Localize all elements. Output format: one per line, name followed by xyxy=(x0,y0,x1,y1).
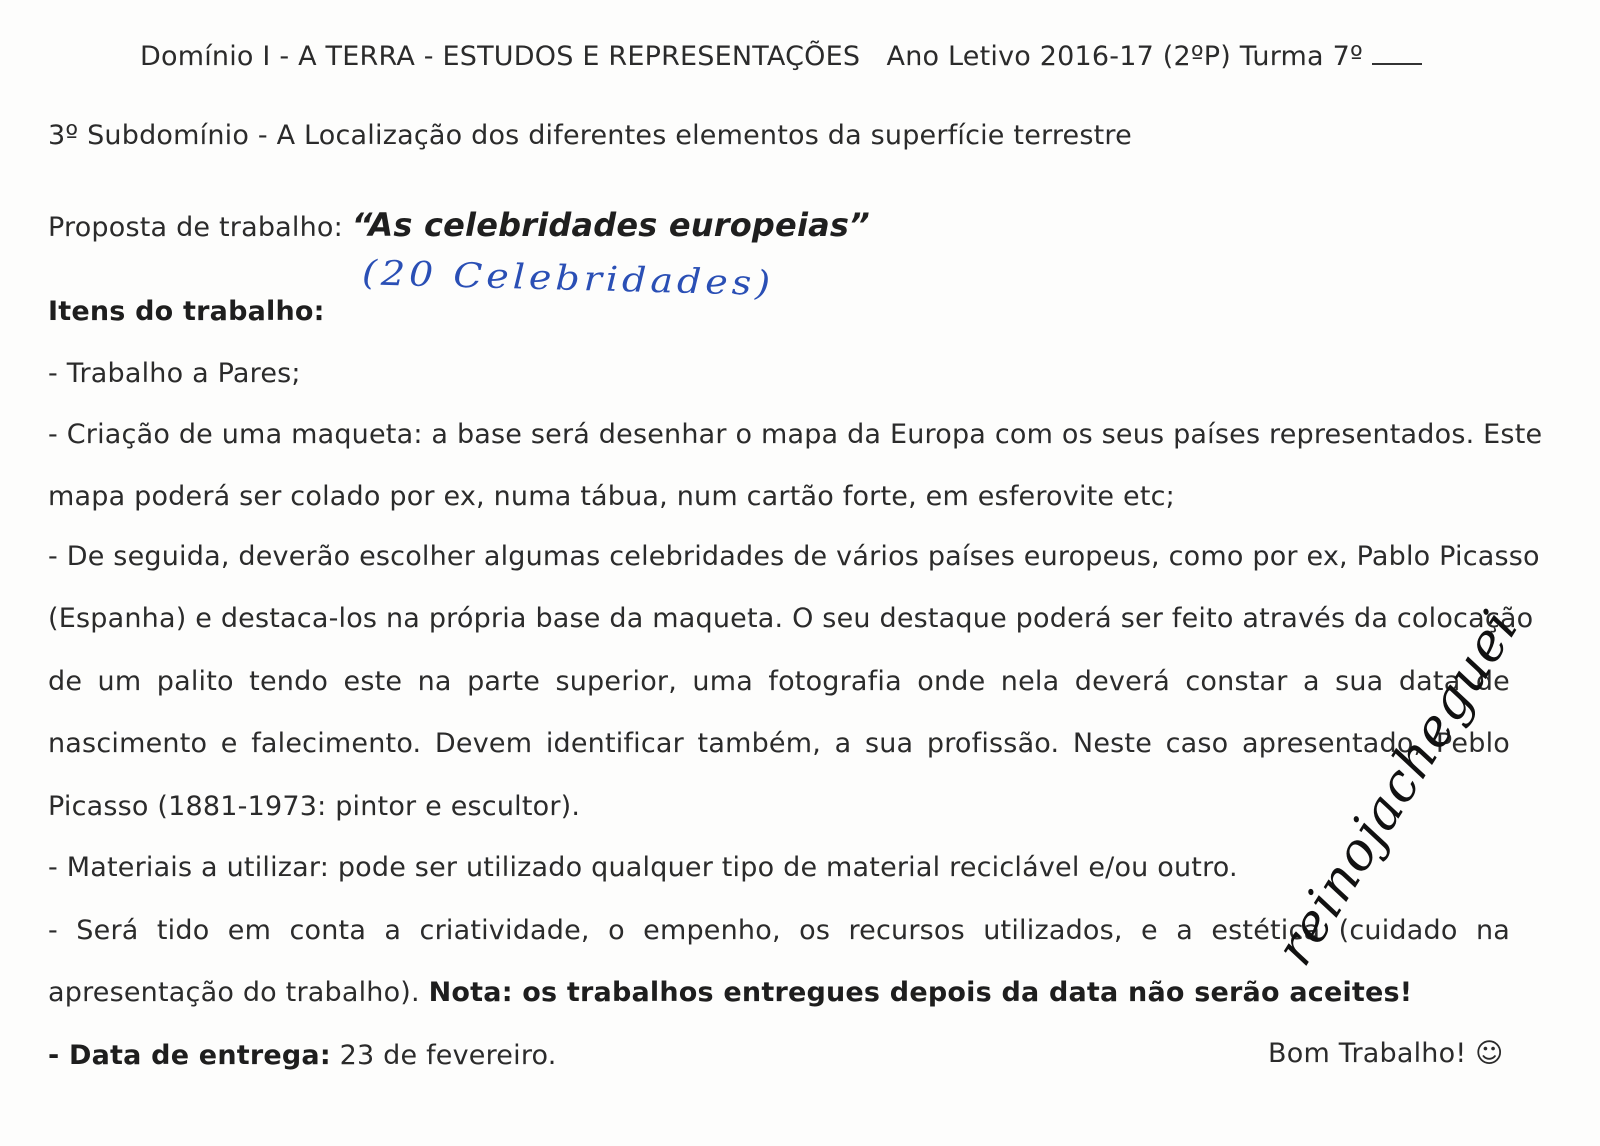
handwritten-note: (20 Celebridades) xyxy=(361,252,775,304)
proposal-title: “As celebridades europeias” xyxy=(351,206,870,244)
proposal-label: Proposta de trabalho: xyxy=(48,212,343,243)
item-pairs: - Trabalho a Pares; xyxy=(48,358,301,389)
subdomain-title: 3º Subdomínio - A Localização dos diferentes elementos da superfície terrestre xyxy=(48,120,1132,151)
item-criteria-line-2 xyxy=(48,976,1412,1010)
item-model-line-2: mapa poderá ser colado por ex, numa tábua, num cartão forte, em esferovite etc; xyxy=(48,481,1175,512)
item-celebrities-line-3: de um palito tendo este na parte superior, uma fotografia onde nela deverá constar a sua data de xyxy=(48,666,1510,697)
item-celebrities-line-2: (Espanha) e destaca-los na própria base da maqueta. O seu destaque poderá ser feito através da colocação xyxy=(48,603,1534,634)
criteria-presentation: apresentação do trabalho). xyxy=(48,977,420,1008)
closing-greeting: Bom Trabalho! ☺ xyxy=(1268,1038,1504,1069)
item-celebrities-line-4: nascimento e falecimento. Devem identificar também, a sua profissão. Neste caso apresentado, Peblo xyxy=(48,728,1510,759)
header-line xyxy=(140,40,1422,74)
deadline-label: - Data de entrega: xyxy=(48,1040,331,1071)
late-submission-note: Nota: os trabalhos entregues depois da data não serão aceites! xyxy=(428,977,1413,1008)
item-criteria-line-1: - Será tido em conta a criatividade, o empenho, os recursos utilizados, e a estética (cuidado na xyxy=(48,915,1510,946)
proposal-line xyxy=(48,208,870,245)
item-deadline xyxy=(48,1039,557,1073)
header-year: Ano Letivo 2016-17 (2ºP) Turma 7º xyxy=(886,41,1363,72)
item-celebrities-line-5: Picasso (1881-1973: pintor e escultor). xyxy=(48,791,581,822)
watermark-text: reinojacheguei xyxy=(1264,599,1531,976)
class-blank-line xyxy=(1372,43,1422,65)
item-model-line-1: - Criação de uma maqueta: a base será desenhar o mapa da Europa com os seus países representados. Este xyxy=(48,419,1543,450)
deadline-value: 23 de fevereiro. xyxy=(339,1040,557,1071)
items-heading: Itens do trabalho: xyxy=(48,296,325,327)
header-domain: Domínio I - A TERRA - ESTUDOS E REPRESENTAÇÕES xyxy=(140,41,861,72)
item-materials: - Materiais a utilizar: pode ser utilizado qualquer tipo de material reciclável e/ou outro. xyxy=(48,852,1238,883)
item-celebrities-line-1: - De seguida, deverão escolher algumas celebridades de vários países europeus, como por ex, Pablo Picasso xyxy=(48,541,1540,572)
